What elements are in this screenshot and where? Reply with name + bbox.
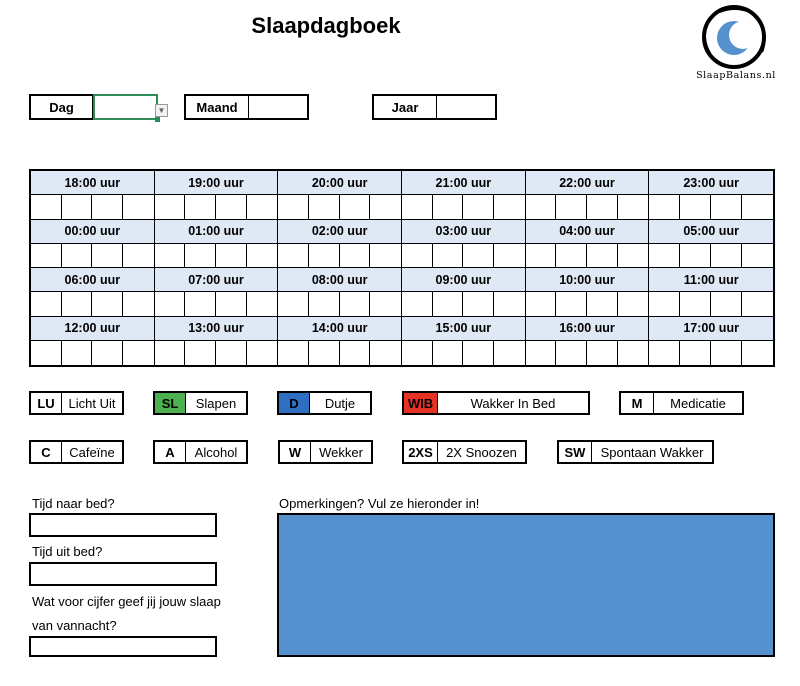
quarter-cell[interactable] [526, 195, 557, 218]
hour-quarter-group [526, 195, 650, 219]
quarter-cell[interactable] [31, 244, 62, 267]
quarter-cell[interactable] [649, 341, 680, 365]
bedtime-input[interactable] [29, 513, 217, 537]
quarter-cell[interactable] [402, 341, 433, 365]
quarter-cell[interactable] [587, 341, 618, 365]
quarter-cell[interactable] [247, 341, 278, 365]
year-field-group [372, 94, 497, 120]
quarter-cell[interactable] [526, 292, 557, 315]
hour-quarter-group [649, 195, 773, 219]
remarks-label: Opmerkingen? Vul ze hieronder in! [279, 496, 480, 511]
quarter-cell[interactable] [247, 244, 278, 267]
hour-quarter-group [278, 244, 402, 268]
legend-item-spontaan-wakker [557, 440, 714, 464]
hour-quarter-group [526, 341, 650, 365]
day-dropdown[interactable] [93, 94, 158, 120]
quarter-cell[interactable] [618, 195, 649, 218]
hour-header: 15:00 uur [402, 317, 526, 341]
hour-quarter-group [155, 341, 279, 365]
quarter-cell[interactable] [556, 341, 587, 365]
legend-label: Wakker In Bed [470, 395, 556, 411]
legend-code: D [279, 393, 310, 413]
quarter-cell[interactable] [742, 195, 773, 218]
hour-header: 05:00 uur [649, 220, 773, 244]
quarter-cell[interactable] [62, 341, 93, 365]
quarter-cell[interactable] [123, 195, 154, 218]
hour-header: 00:00 uur [31, 220, 155, 244]
quarter-cell[interactable] [340, 244, 371, 267]
legend-item-wekker [278, 440, 373, 464]
quarter-cell[interactable] [680, 244, 711, 267]
month-field-group [184, 94, 309, 120]
legend-item-2x-snoozen [402, 440, 527, 464]
quarter-cell[interactable] [185, 244, 216, 267]
rating-label-line2: van vannacht? [32, 618, 117, 633]
quarter-cell[interactable] [340, 341, 371, 365]
quarter-cell[interactable] [278, 341, 309, 365]
quarter-cell[interactable] [216, 341, 247, 365]
quarter-cell[interactable] [649, 292, 680, 315]
quarter-cell[interactable] [92, 195, 123, 218]
legend-code: SW [559, 442, 592, 462]
quarter-cell[interactable] [742, 244, 773, 267]
legend-item-medicatie [619, 391, 744, 415]
legend-code: W [280, 442, 311, 462]
legend-label: Dutje [324, 395, 356, 411]
quarter-cell[interactable] [402, 292, 433, 315]
quarter-cell[interactable] [680, 341, 711, 365]
chevron-down-icon[interactable]: ▼ [155, 104, 168, 117]
quarter-cell[interactable] [433, 292, 464, 315]
hour-header: 23:00 uur [649, 171, 773, 195]
quarter-cell[interactable] [62, 292, 93, 315]
quarter-cell[interactable] [155, 292, 186, 315]
legend-code: 2XS [404, 442, 438, 462]
hour-header: 20:00 uur [278, 171, 402, 195]
quarter-cell[interactable] [278, 292, 309, 315]
quarter-cell[interactable] [247, 195, 278, 218]
hour-quarter-group [31, 341, 155, 365]
quarter-cell[interactable] [123, 341, 154, 365]
hour-header: 01:00 uur [155, 220, 279, 244]
quarter-cell[interactable] [155, 195, 186, 218]
hour-header: 17:00 uur [649, 317, 773, 341]
hour-quarter-group [31, 195, 155, 219]
hour-header: 09:00 uur [402, 268, 526, 292]
quarter-cell[interactable] [185, 292, 216, 315]
quarter-cell[interactable] [587, 244, 618, 267]
quarter-cell[interactable] [62, 244, 93, 267]
quarter-cell[interactable] [278, 244, 309, 267]
hour-header: 06:00 uur [31, 268, 155, 292]
quarter-cell[interactable] [309, 244, 340, 267]
quarter-cell[interactable] [31, 341, 62, 365]
legend-item-wakker-in-bed [402, 391, 590, 415]
legend-code: WIB [404, 393, 438, 413]
quarter-cell[interactable] [587, 292, 618, 315]
quarter-cell[interactable] [31, 195, 62, 218]
quarter-cell[interactable] [247, 292, 278, 315]
quarter-cell[interactable] [185, 341, 216, 365]
hour-quarter-group [402, 292, 526, 316]
quarter-cell[interactable] [649, 244, 680, 267]
quarter-cell[interactable] [618, 244, 649, 267]
wake-time-label: Tijd uit bed? [32, 544, 103, 559]
remarks-textarea[interactable] [277, 513, 775, 657]
hour-header: 22:00 uur [526, 171, 650, 195]
quarter-cell[interactable] [526, 244, 557, 267]
quarter-cell[interactable] [62, 195, 93, 218]
sleep-grid [29, 169, 775, 367]
quarter-cell[interactable] [494, 292, 525, 315]
quarter-cell[interactable] [556, 292, 587, 315]
quarter-cell[interactable] [742, 341, 773, 365]
hour-header: 07:00 uur [155, 268, 279, 292]
legend-label: Wekker [319, 444, 363, 460]
quarter-cell[interactable] [370, 195, 401, 218]
hour-quarter-group [649, 292, 773, 316]
quarter-cell[interactable] [216, 244, 247, 267]
quarter-cell[interactable] [526, 341, 557, 365]
year-input[interactable] [437, 96, 495, 118]
quarter-cell[interactable] [463, 244, 494, 267]
rating-input[interactable] [29, 636, 217, 657]
day-label: Dag [31, 96, 93, 118]
hour-quarter-group [402, 341, 526, 365]
hour-quarter-group [278, 341, 402, 365]
quarter-cell[interactable] [370, 244, 401, 267]
quarter-cell[interactable] [494, 195, 525, 218]
hour-header: 08:00 uur [278, 268, 402, 292]
quarter-cell[interactable] [433, 244, 464, 267]
quarter-cell[interactable] [463, 195, 494, 218]
quarter-cell[interactable] [31, 292, 62, 315]
hour-header: 19:00 uur [155, 171, 279, 195]
quarter-cell[interactable] [433, 195, 464, 218]
quarter-cell[interactable] [370, 292, 401, 315]
hour-header: 11:00 uur [649, 268, 773, 292]
quarter-cell[interactable] [556, 195, 587, 218]
quarter-cell[interactable] [123, 244, 154, 267]
hour-header: 21:00 uur [402, 171, 526, 195]
cell-fill-handle[interactable] [155, 117, 160, 122]
legend-item-dutje [277, 391, 372, 415]
legend-code: SL [155, 393, 186, 413]
quarter-cell[interactable] [711, 244, 742, 267]
month-label: Maand [186, 96, 249, 118]
legend-label: Licht Uit [68, 395, 116, 411]
hour-header: 04:00 uur [526, 220, 650, 244]
hour-quarter-group [155, 292, 279, 316]
quarter-cell[interactable] [155, 341, 186, 365]
quarter-cell[interactable] [463, 341, 494, 365]
quarter-cell[interactable] [494, 244, 525, 267]
hour-header: 03:00 uur [402, 220, 526, 244]
legend-label: Alcohol [194, 444, 238, 460]
quarter-cell[interactable] [587, 195, 618, 218]
logo-text: SlaapBalans.nl [696, 70, 776, 81]
quarter-cell[interactable] [309, 292, 340, 315]
quarter-cell[interactable] [463, 292, 494, 315]
legend-code: LU [31, 393, 62, 413]
quarter-cell[interactable] [433, 341, 464, 365]
legend-item-licht-uit [29, 391, 124, 415]
legend-code: A [155, 442, 186, 462]
quarter-cell[interactable] [92, 292, 123, 315]
quarter-cell[interactable] [340, 195, 371, 218]
legend-code: C [31, 442, 62, 462]
quarter-cell[interactable] [742, 292, 773, 315]
hour-quarter-group [155, 244, 279, 268]
quarter-cell[interactable] [711, 341, 742, 365]
legend-label: Slapen [195, 395, 237, 411]
wake-time-input[interactable] [29, 562, 217, 586]
hour-quarter-group [155, 195, 279, 219]
hour-header: 18:00 uur [31, 171, 155, 195]
quarter-cell[interactable] [711, 292, 742, 315]
legend-item-cafeine [29, 440, 124, 464]
quarter-cell[interactable] [402, 244, 433, 267]
month-input[interactable] [249, 96, 307, 118]
quarter-cell[interactable] [278, 195, 309, 218]
quarter-cell[interactable] [340, 292, 371, 315]
hour-quarter-group [402, 195, 526, 219]
hour-quarter-group [526, 292, 650, 316]
hour-quarter-group [278, 195, 402, 219]
hour-quarter-group [526, 244, 650, 268]
legend-label: Spontaan Wakker [600, 444, 704, 460]
hour-quarter-group [649, 244, 773, 268]
quarter-cell[interactable] [556, 244, 587, 267]
quarter-cell[interactable] [649, 195, 680, 218]
legend-label: Cafeïne [69, 444, 115, 460]
legend-item-alcohol [153, 440, 248, 464]
quarter-cell[interactable] [216, 292, 247, 315]
hour-quarter-group [31, 244, 155, 268]
quarter-cell[interactable] [618, 341, 649, 365]
quarter-cell[interactable] [92, 341, 123, 365]
hour-header: 12:00 uur [31, 317, 155, 341]
quarter-cell[interactable] [370, 341, 401, 365]
day-field-group [29, 94, 158, 120]
quarter-cell[interactable] [680, 195, 711, 218]
quarter-cell[interactable] [123, 292, 154, 315]
hour-header: 16:00 uur [526, 317, 650, 341]
bedtime-label: Tijd naar bed? [32, 496, 115, 511]
quarter-cell[interactable] [402, 195, 433, 218]
hour-quarter-group [649, 341, 773, 365]
hour-header: 13:00 uur [155, 317, 279, 341]
quarter-cell[interactable] [309, 341, 340, 365]
quarter-cell[interactable] [680, 292, 711, 315]
quarter-cell[interactable] [92, 244, 123, 267]
quarter-cell[interactable] [309, 195, 340, 218]
hour-quarter-group [31, 292, 155, 316]
legend-label: Medicatie [670, 395, 726, 411]
legend-code: M [621, 393, 654, 413]
rating-label-line1: Wat voor cijfer geef jij jouw slaap [32, 594, 221, 609]
legend-label: 2X Snoozen [446, 444, 517, 460]
quarter-cell[interactable] [494, 341, 525, 365]
quarter-cell[interactable] [618, 292, 649, 315]
quarter-cell[interactable] [185, 195, 216, 218]
quarter-cell[interactable] [711, 195, 742, 218]
year-label: Jaar [374, 96, 437, 118]
hour-header: 02:00 uur [278, 220, 402, 244]
hour-quarter-group [402, 244, 526, 268]
quarter-cell[interactable] [216, 195, 247, 218]
hour-header: 10:00 uur [526, 268, 650, 292]
hour-header: 14:00 uur [278, 317, 402, 341]
legend-item-slapen [153, 391, 248, 415]
hour-quarter-group [278, 292, 402, 316]
page-title: Slaapdagboek [251, 13, 401, 38]
quarter-cell[interactable] [155, 244, 186, 267]
